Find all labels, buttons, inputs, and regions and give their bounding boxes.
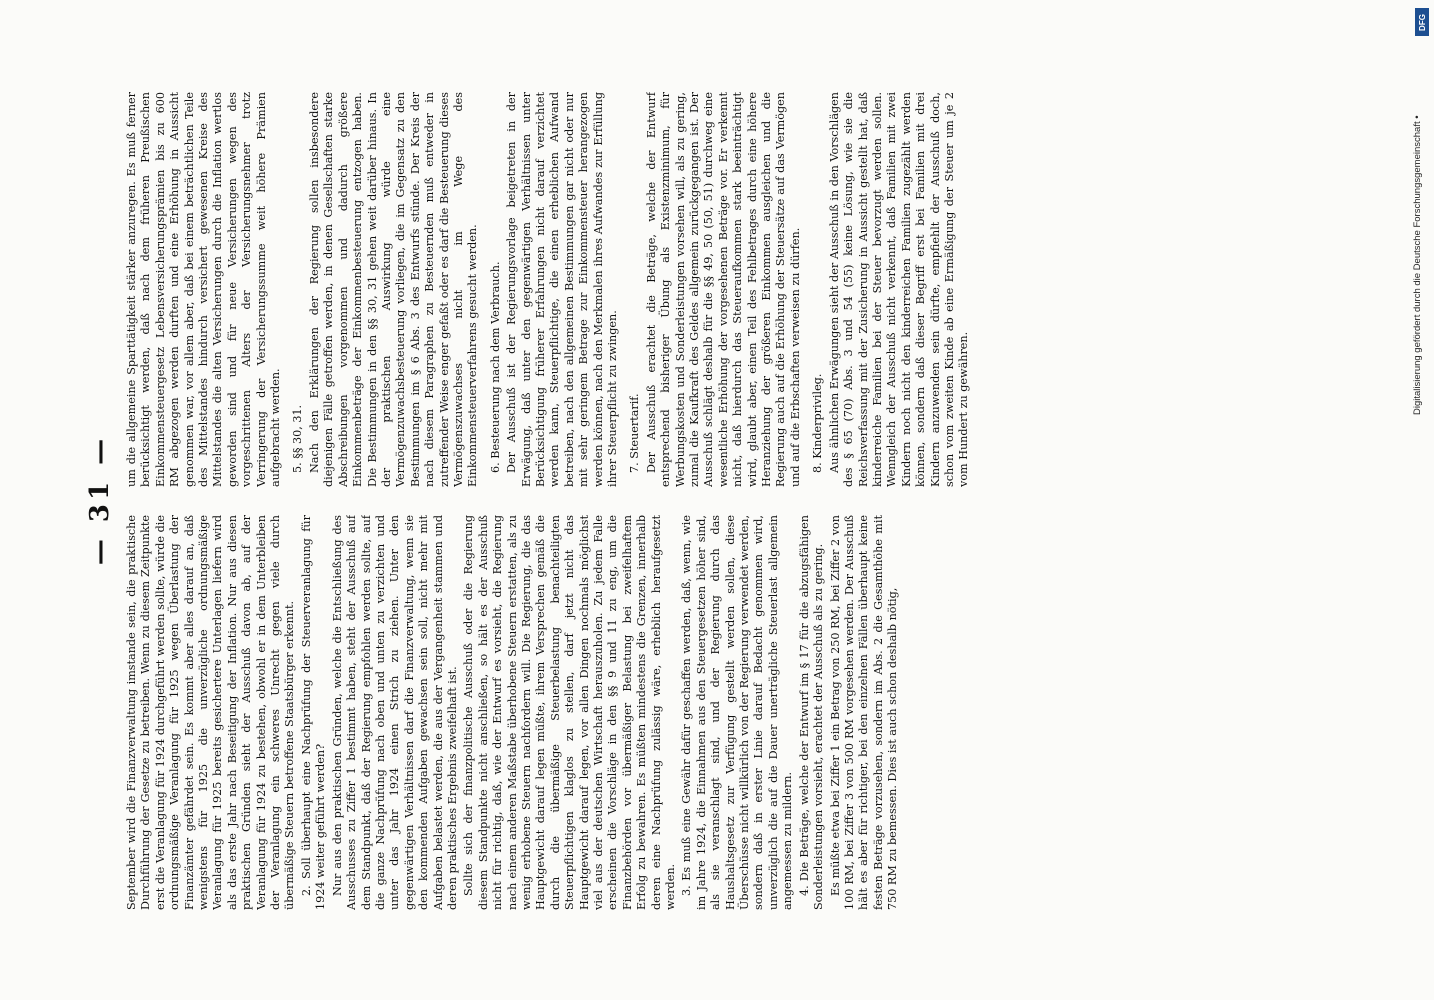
right-text-column — [125, 92, 1285, 487]
rotated-document-page — [85, 75, 1295, 925]
left-text-column — [125, 515, 1285, 910]
paragraph: Nach den Erklärungen der Regierung sollen insbesondere diejenigen Fälle getroffen werden, in denen Gesellschaften starke Abschreibungen vorgenommen und dadurch größere Einkommenbeträge der Einkommenbesteuerung entzogen haben. Die Bestimmungen in den §§ 30, 31 gehen weit darüber hinaus. In der praktischen Auswirkung würde eine Vermögenzuwachsbesteuerung vorliegen, die im Gegensatz zu den Bestimmungen im § 6 Abs. 3 des Entwurfs stünde. Der Kreis der nach diesem Paragraphen zu Besteuernden muß entweder in zutreffender Weise enger gefaßt oder es darf die Besteuerung dieses Vermögenszuwachses nicht im Wege des Einkommensteuerverfahrens gesucht werden. — [307, 92, 480, 487]
paragraph: 3. Es muß eine Gewähr dafür geschaffen werden, daß, wenn, wie im Jahre 1924, die Einnahmen aus den Steuergesetzen höher sind, als sie veranschlagt sind, und der Regierung durch das Haushaltsgesetz zur Verfügung gestellt werden sollen, diese Überschüsse nicht willkürlich von der Regierung verwendet werden, sondern daß in erster Linie darauf Bedacht genommen wird, unverzüglich die auf die Dauer unerträgliche Steuerlast allgemein angemessen zu mildern. — [680, 515, 795, 910]
paragraph: Aus ähnlichen Erwägungen sieht der Ausschuß in den Vorschlägen des § 65 (70) Abs. 3 und 54 (55) keine Lösung, wie sie die Reichsverfassung mit der Zusicherung in Aussicht gestellt hat, daß kinderreiche Familien bei der Steuer bevorzugt werden sollen. Wenngleich der Ausschuß nicht verkennt, daß Familien mit zwei Kindern noch nicht den kinderreichen Familien zugezählt werden können, sondern daß dieser Begriff erst bei Familien mit drei Kindern anzuwenden sein dürfte, empfiehlt der Ausschuß doch, schon vom zweiten Kinde ab eine Ermäßigung der Steuer um je 2 vom Hundert zu gewähren. — [827, 92, 971, 487]
digitization-credit-text: Digitalisierung gefördert durch die Deutsche Forschungsgemeinschaft • — [1412, 115, 1423, 415]
section-heading: 8. Kinderprivileg. — [811, 373, 825, 473]
paragraph: 2. Soll überhaupt eine Nachprüfung der Steuerveranlagung für 1924 weiter geführt werden? — [299, 515, 328, 910]
paragraph: Der Ausschuß ist der Regierungsvorlage beigetreten in der Erwägung, daß unter den gegenwärtigen Verhältnissen unter Berücksichtigung früherer Erfahrungen nicht darauf verzichtet werden kann, Steuerpflichtige, die einen erheblichen Aufwand betreiben, nach den allgemeinen Bestimmungen gar nicht oder nur mit sehr geringem Betrage zur Einkommensteuer herangezogen werden können, nach den Merkmalen ihres Aufwandes zur Erfüllung ihrer Steuerpflicht zu zwingen. — [505, 92, 619, 487]
page-number: — 31 — — [85, 434, 115, 566]
paragraph: 4. Die Beträge, welche der Entwurf im § 17 für die abzugsfähigen Sonderleistungen vorsieht, erachtet der Ausschuß als zu gering. — [797, 515, 826, 910]
paragraph: Nur aus den praktischen Gründen, welche die Entschließung des Ausschusses zu Ziffer 1 bestimmt haben, steht der Ausschuß auf dem Standpunkt, daß der Regierung empfohlen werden sollte, auf die ganze Nachprüfung nach oben und unten zu verzichten und unter das Jahr 1924 einen Strich zu ziehen. Unter den gegenwärtigen Verhältnissen darf die Finanzverwaltung, wenn sie den kommenden Aufgaben gewachsen sein soll, nicht mehr mit Aufgaben belastet werden, die aus der Vergangenheit stammen und deren praktisches Ergebnis zweifelhaft ist. — [330, 515, 459, 910]
section-heading: 6. Besteuerung nach dem Verbrauch. — [488, 261, 502, 473]
paragraph: um die allgemeine Sparttätigkeit stärker anzuregen. Es muß ferner berücksichtigt werden, daß nach dem früheren Preußischen Einkommensteuergesetz Lebensversicherungsprämien bis zu 600 RM abgezogen werden durften und eine Erhöhung in Aussicht genommen war, vor allem aber, daß bei einem beträchtlichen Teile des Mittelstandes hindurch versichert gewesenen Kreise des Mittelstandes die alten Versicherungen durch die Inflation wertlos geworden sind und für neue Versicherungen wegen des vorgeschrittenen Alters der Versicherungsnehmer trotz Verringerung der Versicherungssumme weit höhere Prämien aufgebracht werden. — [125, 92, 283, 487]
paragraph: Der Ausschuß erachtet die Beträge, welche der Entwurf entsprechend bisheriger Übung als Existenzminimum, für Werbungskosten und Sonderleistungen vorsehen will, als zu gering, zumal die Kaufkraft des Geldes allgemein zurückgegangen ist. Der Ausschuß schlägt deshalb für die §§ 49, 50 (50, 51) durchweg eine wesentliche Erhöhung der vorgesehenen Beträge vor. Er verkennt nicht, daß hierdurch das Steueraufkommen stark beeinträchtigt wird, glaubt aber, einen Teil des Fehlbetrages durch eine höhere Heranziehung der größeren Einkommen ausgleichen und die Regierung auch auf die Erhöhung der Steuersätze auf das Vermögen und auf die Erbschaften verweisen zu dürfen. — [644, 92, 802, 487]
section-heading: 5. §§ 30, 31. — [291, 404, 305, 473]
dfg-logo-text: DFG — [1417, 13, 1427, 31]
digitization-credit — [1410, 40, 1430, 420]
paragraph: Es müßte etwa bei Ziffer 1 ein Betrag von 250 RM, bei Ziffer 2 von 100 RM, bei Ziffer 3 von 500 RM vorgesehen werden. Der Ausschuß hält es aber für richtiger, bei den einzelnen Fällen überhaupt keine festen Beträge vorzusehen, sondern im Abs. 2 die Gesamthöhe mit 750 RM zu bemessen. Dies ist auch schon deshalb nötig, — [828, 515, 900, 910]
paragraph: Sollte sich der finanzpolitische Ausschuß oder die Regierung diesem Standpunkte nicht anschließen, so hält es der Ausschuß nicht für richtig, daß, wie der Entwurf es vorsieht, die Regierung nach einem anderen Maßstabe überhobene Steuern erstatten, als zu wenig erhobene Steuern nachfordern will. Die Regierung, die das Hauptgewicht darauf legen müßte, ihrem Versprechen gemäß die durch die übermäßige Steuerbelastung benachteiligten Steuerpflichtigen klaglos zu stellen, darf jetzt nicht das Hauptgewicht darauf legen, vor allen Dingen nochmals möglichst viel aus der deutschen Wirtschaft herauszuholen. Zu jedem Falle erscheinen die Vorschläge in den §§ 9 und 11 zu eng, um die Finanzbehörden vor übermäßiger Belastung bei zweifelhaftem Erfolg zu bewahren. Es müßten mindestens die Grenzen, innerhalb deren eine Nachprüfung zulässig wäre, erheblich heraufgesetzt werden. — [462, 515, 678, 910]
dfg-logo — [1415, 8, 1429, 36]
paragraph: September wird die Finanzverwaltung imstande sein, die praktische Durchführung der Gesetze zu betreiben. Wenn zu diesem Zeitpunkte erst die Veranlagung für 1924 durchgeführt werden sollte, würde die ordnungsmäßige Veranlagung für 1925 wegen Überlastung der Finanzämter gefährdet sein. Es kommt aber alles darauf an, daß wenigstens für 1925 die unverzügliche ordnungsmäßige Veranlagung für 1925 bereits gesichertere Unterlagen liefern wird als das erste Jahr nach Beseitigung der Inflation. Nur aus diesen praktischen Gründen sieht der Ausschuß davon ab, auf der Veranlagung für 1924 zu bestehen, obwohl er in dem Unterbleiben der Veranlagung ein schweres Unrecht gegen viele durch übermäßige Steuern betroffene Staatsbürger erkennt. — [125, 515, 297, 910]
section-heading: 7. Steuertarif. — [628, 393, 642, 473]
